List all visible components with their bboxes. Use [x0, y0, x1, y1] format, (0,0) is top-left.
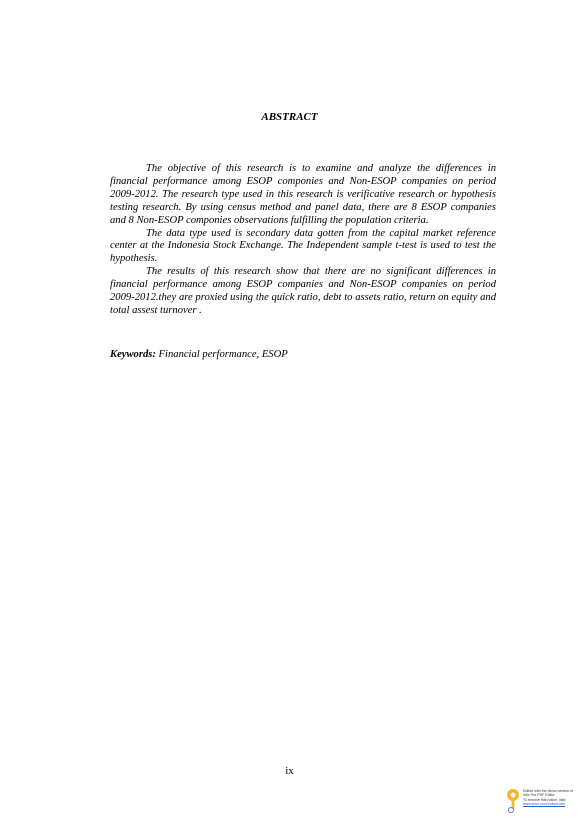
editor-watermark [506, 789, 574, 817]
abstract-title: ABSTRACT [261, 111, 318, 123]
infix-logo-icon [506, 789, 520, 813]
page-number: ix [285, 765, 294, 777]
watermark-text [523, 789, 573, 807]
keywords-value: Financial performance, ESOP [155, 349, 288, 360]
keywords-label: Keywords: [110, 349, 156, 360]
abstract-paragraph-2: The data type used is secondary data gotten from the capital market reference center at the Indonesia Stock Exchange. The Independent sample t-test is used to test the hypothesis. [110, 227, 496, 265]
watermark-line-3: To remove this notice, visit: [523, 797, 567, 802]
watermark-link[interactable]: www.iceni.com/unlock.htm [523, 802, 566, 807]
abstract-body [110, 163, 496, 318]
watermark-line-2: Infix Pro PDF Editor [523, 793, 555, 798]
watermark-line-1: Edited with the demo version of [523, 789, 574, 793]
keywords-line [110, 349, 496, 360]
abstract-paragraph-1: The objective of this research is to examine and analyze the differences in financial performance among ESOP componies and Non-ESOP companies on period 2009-2012. The research type used in this research is verificative research or hypothesis testing research. By using census method and panel data, there are 8 ESOP companies and 8 Non-ESOP componies observations fulfilling the population criteria. [110, 163, 496, 226]
abstract-paragraph-3: The results of this research show that there are no significant differences in financial performance among ESOP companies and Non-ESOP companies on period 2009-2012.they are proxied using the quick ratio, debt to assets ratio, return on equity and total assest turnover . [110, 266, 496, 316]
